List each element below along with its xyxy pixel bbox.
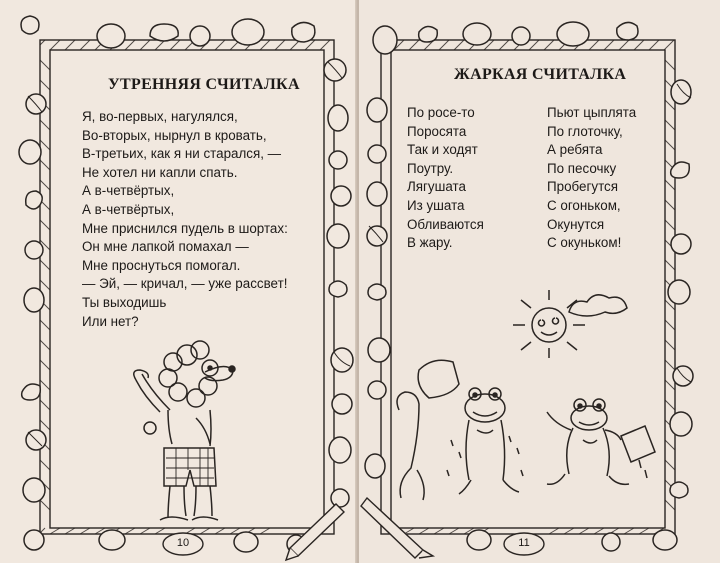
verse-line: Из ушата: [407, 197, 465, 213]
verse-line: С огоньком,: [547, 197, 621, 213]
left-verse: [82, 108, 288, 331]
verse-line: Окунутся: [547, 216, 605, 232]
verse-line: А ребята: [547, 142, 603, 158]
right-title: ЖАРКАЯ СЧИТАЛКА: [454, 66, 627, 83]
verse-line: Мне приснился пудель в шортах:: [82, 220, 288, 236]
verse-line: Поросята: [407, 123, 467, 139]
sun-frogs-illustration: [397, 290, 655, 500]
right-verse-col1: [407, 104, 484, 253]
verse-line: А в-четвёртых,: [82, 201, 175, 217]
verse-line: Или нет?: [82, 313, 139, 329]
right-verse-col2: [547, 104, 636, 253]
verse-line: Обливаются: [407, 216, 484, 232]
left-page: [0, 0, 357, 563]
poodle-illustration: [134, 341, 235, 520]
page-number-left: 10: [176, 537, 190, 549]
verse-line: Ты выходишь: [82, 294, 167, 310]
right-page: [359, 0, 720, 563]
left-title: УТРЕННЯЯ СЧИТАЛКА: [108, 76, 300, 93]
verse-line: По росе-то: [407, 105, 475, 120]
verse-line: В жару.: [407, 235, 453, 251]
verse-line: Так и ходят: [407, 142, 478, 158]
verse-line: Я, во-первых, нагулялся,: [82, 109, 238, 124]
verse-line: — Эй, — кричал, — уже рассвет!: [82, 276, 288, 292]
verse-line: Не хотел ни капли спать.: [82, 164, 238, 180]
verse-line: По глоточку,: [547, 123, 623, 139]
verse-line: В-третьих, как я ни старался, —: [82, 146, 282, 162]
verse-line: Он мне лапкой помахал —: [82, 239, 249, 255]
right-page-frame: [359, 0, 720, 563]
verse-line: Пробегутся: [547, 179, 618, 195]
verse-line: Мне проснуться помогал.: [82, 257, 241, 273]
verse-line: Поутру.: [407, 160, 454, 176]
verse-line: По песочку: [547, 160, 617, 176]
verse-line: Пьют цыплята: [547, 105, 637, 120]
verse-line: С окуньком!: [547, 235, 622, 251]
verse-line: Во-вторых, нырнул в кровать,: [82, 127, 267, 143]
verse-line: Лягушата: [407, 179, 466, 195]
verse-line: А в-четвёртых,: [82, 183, 175, 199]
page-number-right: 11: [518, 537, 530, 549]
